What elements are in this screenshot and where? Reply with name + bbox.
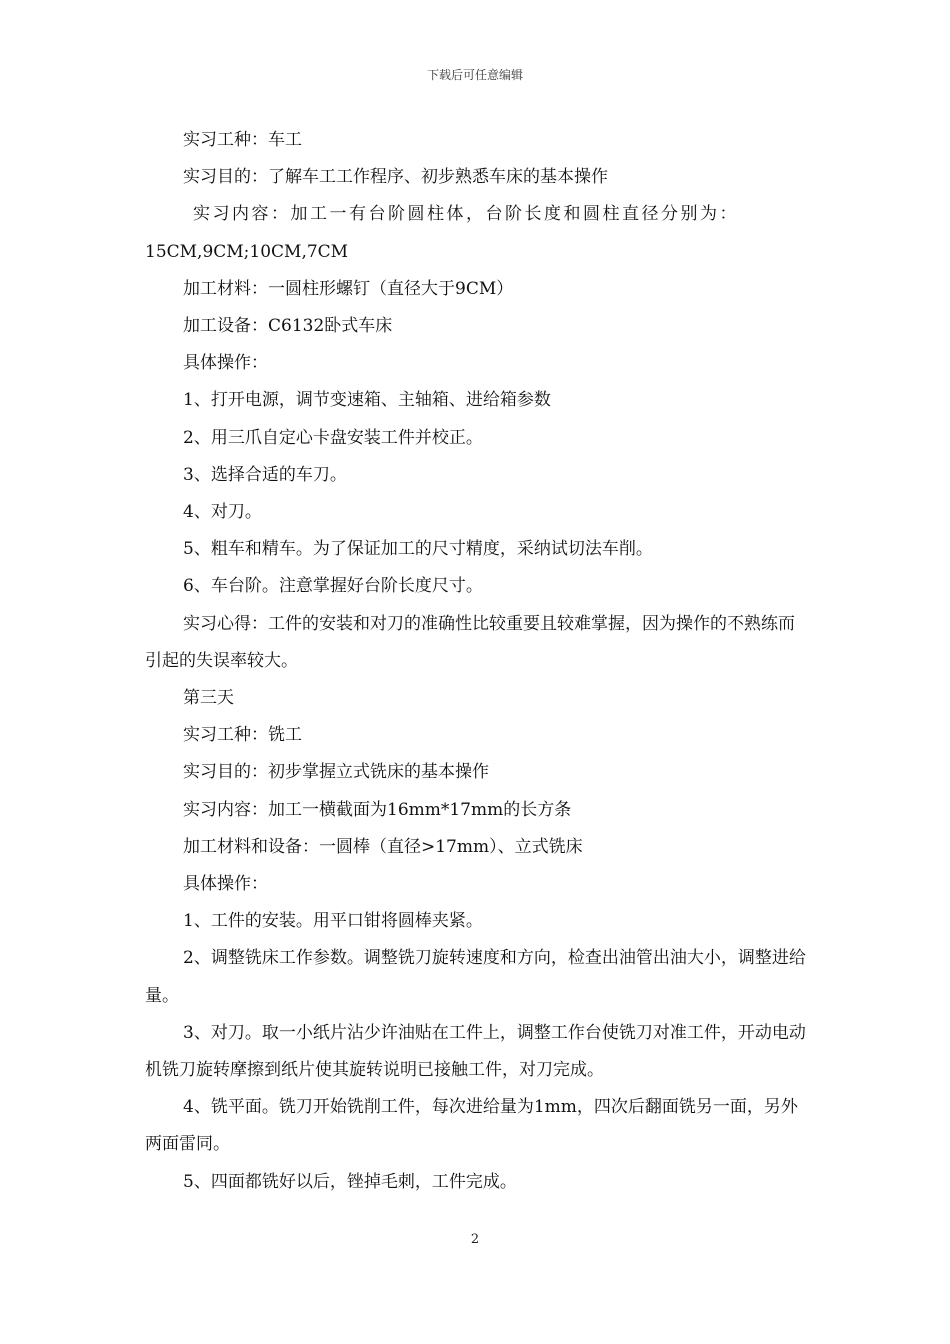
paragraph-steps-heading-turning: 具体操作： [183,353,268,374]
paragraph-content-turning: 实习内容：加工一有台阶圆柱体，台阶长度和圆柱直径分别为： [193,204,739,225]
paragraph-step-4-turning: 4、对刀。 [183,502,262,523]
paragraph-step-3-milling: 3、对刀。取一小纸片沾少许油贴在工件上，调整工作台使铣刀对准工件，开动电动机铣刀旋转摩擦到纸片使其旋转说明已接触工件，对刀完成。 [145,1022,806,1081]
paragraph-purpose-milling: 实习目的：初步掌握立式铣床的基本操作 [183,762,489,783]
paragraph-step-5-turning: 5、粗车和精车。为了保证加工的尺寸精度，采纳试切法车削。 [183,539,653,560]
paragraph-dimensions: 15CM,9CM;10CM,7CM [145,241,349,262]
page-number: 2 [470,1232,480,1247]
paragraph-step-4-milling: 4、铣平面。铣刀开始铣削工件，每次进给量为1mm，四次后翻面铣另一面，另外两面雷同。 [145,1097,798,1155]
paragraph-step-1-milling: 1、工件的安装。用平口钳将圆棒夹紧。 [183,911,483,932]
paragraph-purpose-turning: 实习目的：了解车工工作程序、初步熟悉车床的基本操作 [183,167,608,188]
document-body [145,122,810,1201]
paragraph-job-type-turning: 实习工种：车工 [183,130,302,150]
paragraph-steps-heading-milling: 具体操作： [183,874,268,895]
paragraph-step-2-turning: 2、用三爪自定心卡盘安装工件并校正。 [183,427,483,448]
paragraph-material-turning: 加工材料：一圆柱形螺钉（直径大于9CM） [183,278,514,299]
paragraph-step-2-milling: 2、调整铣床工作参数。调整铣刀旋转速度和方向，检查出油管出油大小，调整进给量。 [145,948,806,1006]
paragraph-step-6-turning: 6、车台阶。注意掌握好台阶长度尺寸。 [183,576,483,597]
paragraph-step-3-turning: 3、选择合适的车刀。 [183,464,347,485]
paragraph-day-three: 第三天 [183,688,234,709]
page-header: 下载后可任意编辑 [426,68,523,82]
paragraph-experience-turning: 实习心得：工件的安装和对刀的准确性比较重要且较难掌握，因为操作的不熟练而引起的失误率较大。 [145,613,795,671]
paragraph-content-milling: 实习内容：加工一横截面为16mm*17mm的长方条 [183,799,572,820]
paragraph-step-5-milling: 5、四面都铣好以后，锉掉毛刺，工件完成。 [183,1171,517,1192]
paragraph-equipment-turning: 加工设备：C6132卧式车床 [183,316,393,337]
paragraph-job-type-milling: 实习工种：铣工 [183,725,302,746]
paragraph-material-milling: 加工材料和设备：一圆棒（直径>17mm）、立式铣床 [183,836,583,857]
paragraph-step-1-turning: 1、打开电源，调节变速箱、主轴箱、进给箱参数 [183,390,551,411]
